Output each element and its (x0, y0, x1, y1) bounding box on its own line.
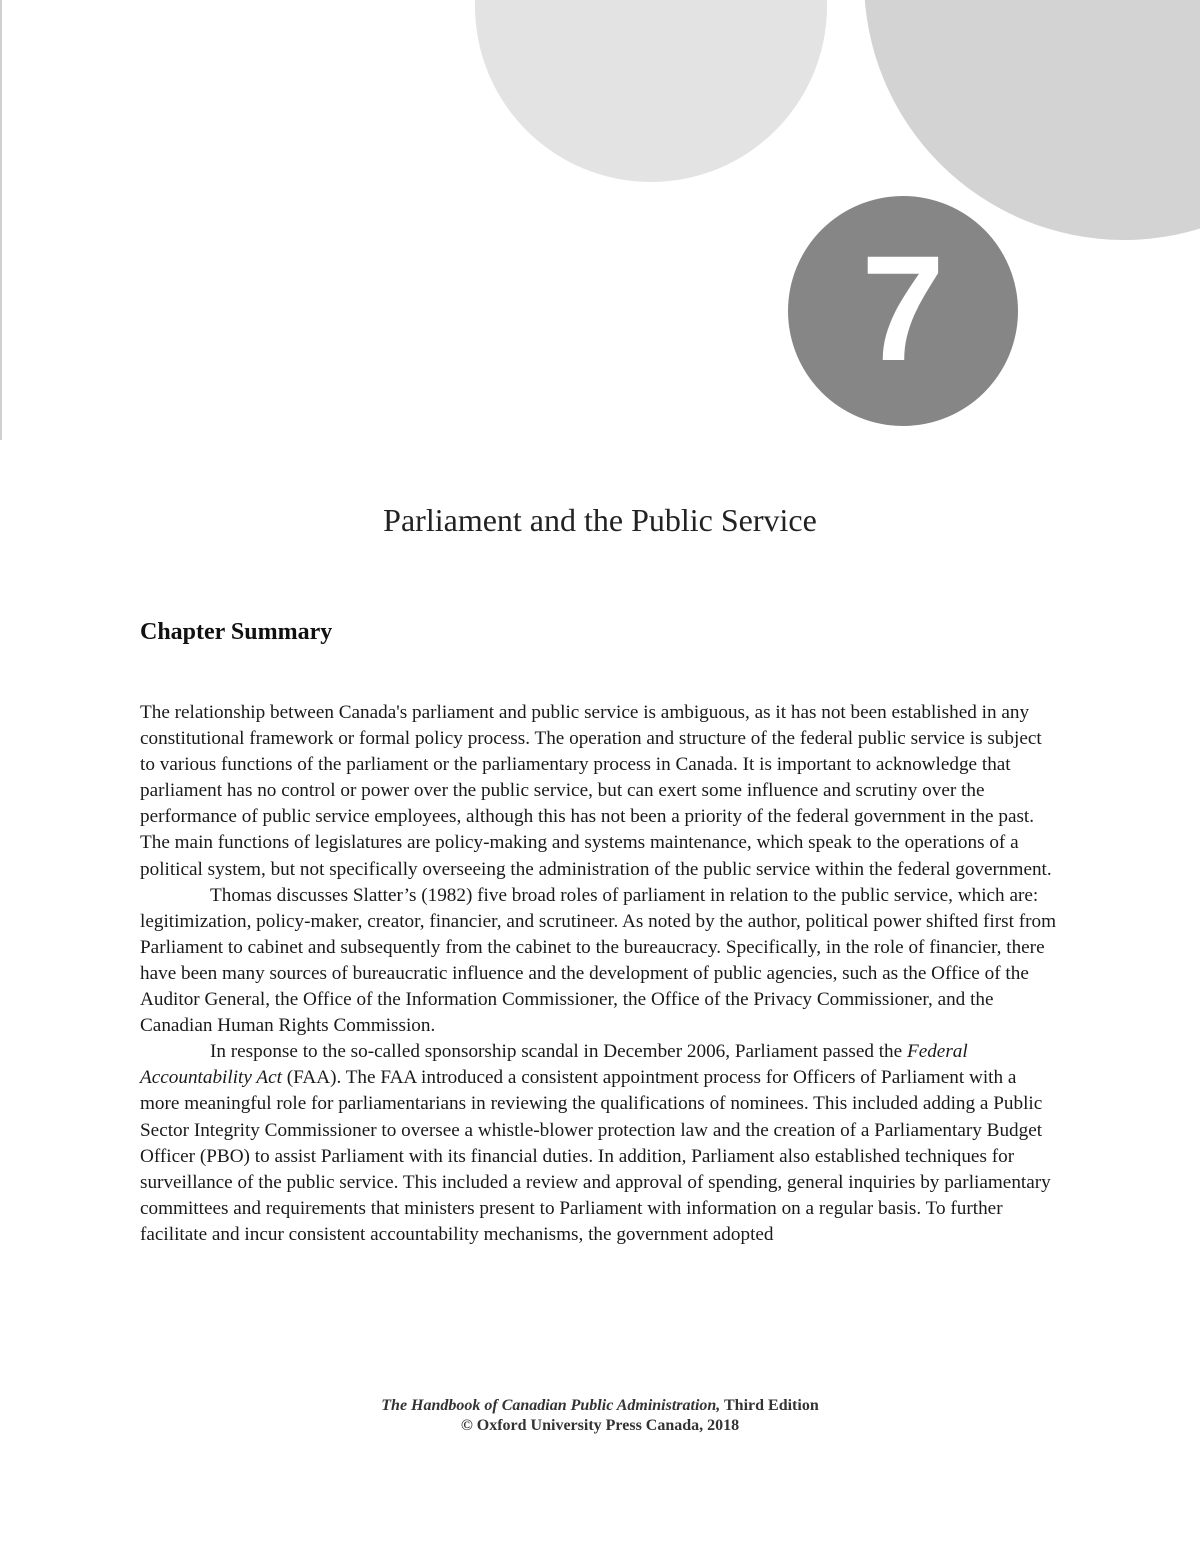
decorative-circle-light (475, 0, 827, 182)
footer-copyright: © Oxford University Press Canada, 2018 (460, 1417, 740, 1434)
footer-edition: Third Edition (720, 1397, 819, 1414)
footer-citation (0, 1396, 1200, 1416)
paragraph-3 (140, 1039, 1060, 1248)
chapter-number: 7 (861, 224, 945, 392)
paragraph-2: Thomas discusses Slatter’s (1982) five broad roles of parliament in relation to the public service, which are: legitimization, policy-maker, creator, financier, and scrutineer. As noted by the author, political power shifted first from Parliament to cabinet and subsequently from the cabinet to the bureaucracy. Specifically, in the role of financier, there have been many sources of bureaucratic influence and the development of public agencies, such as the Office of the Auditor General, the Office of the Information Commissioner, the Office of the Privacy Commissioner, and the Canadian Human Rights Commission. (140, 884, 1057, 1037)
chapter-summary-body (140, 700, 1060, 1248)
page-footer (0, 1396, 1200, 1436)
footer-book-title: The Handbook of Canadian Public Administration, (381, 1397, 721, 1414)
page-edge-rule (0, 0, 2, 440)
paragraph-1: The relationship between Canada's parliament and public service is ambiguous, as it has not been established in any constitutional framework or formal policy process. The operation and structure of the federal public service is subject to various functions of the parliament or the parliamentary process in Canada. It is important to acknowledge that parliament has no control or power over the public service, but can exert some influence and scrutiny over the performance of public service employees, although this has not been a priority of the federal government in the past. The main functions of legislatures are policy-making and systems maintenance, which speak to the operations of a political system, but not specifically overseeing the administration of the public service within the federal government. (140, 702, 1052, 880)
chapter-title: Parliament and the Public Service (383, 502, 817, 538)
paragraph-3-body: (FAA). The FAA introduced a consistent appointment process for Officers of Parliament with a more meaningful role for parliamentarians in reviewing the qualifications of nominees. This included adding a Public Sector Integrity Commissioner to oversee a whistle-blower protection law and the creation of a Parliamentary Budget Officer (PBO) to assist Parliament with its financial duties. In addition, Parliament also established techniques for surveillance of the public service. This included a review and approval of spending, general inquiries by parliamentary committees and requirements that ministers present to Parliament with information on a regular basis. To further facilitate and incur consistent accountability mechanisms, the government adopted (140, 1067, 1051, 1245)
chapter-number-badge (788, 196, 1018, 426)
act-title: Federal Accountability Act (140, 1041, 968, 1089)
paragraph-3-lead: In response to the so-called sponsorship scandal in December 2006, Parliament passed the (210, 1041, 907, 1063)
section-heading: Chapter Summary (140, 619, 333, 645)
